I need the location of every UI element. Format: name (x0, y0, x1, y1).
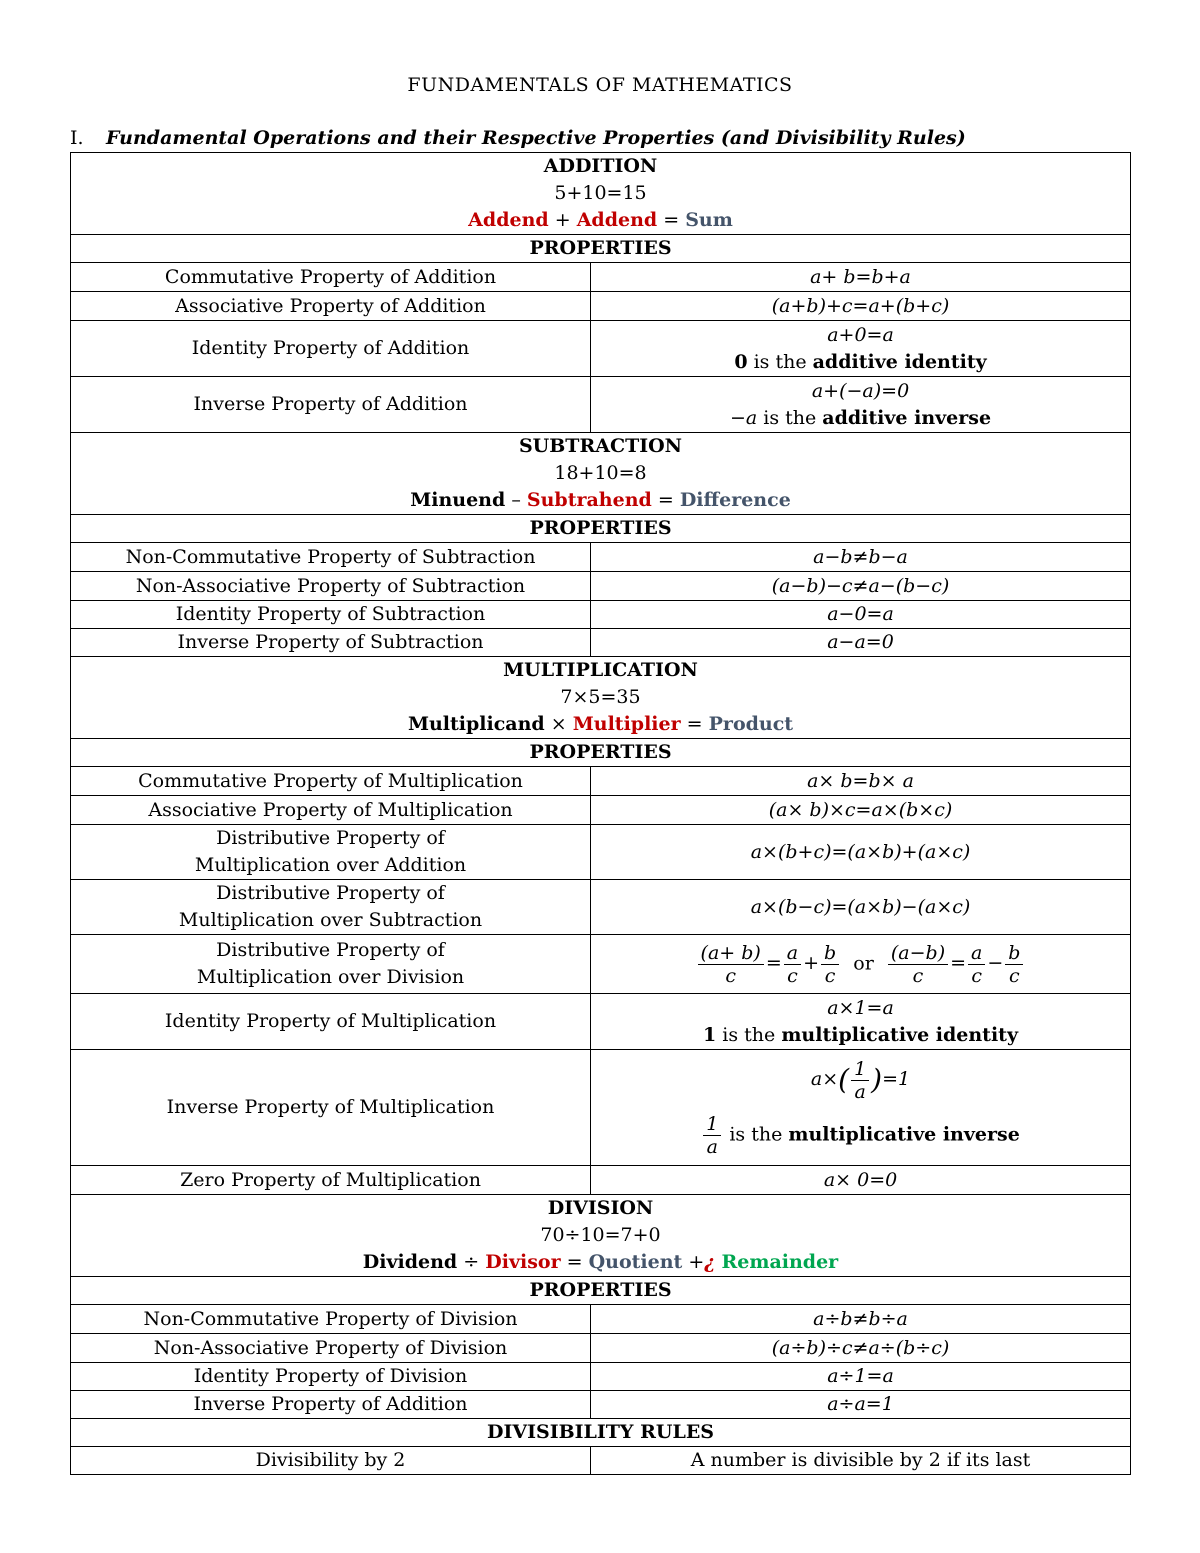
property-formula: a×1=a 1 is the multiplicative identity (591, 994, 1131, 1050)
property-name: Associative Property of Multiplication (71, 796, 591, 825)
property-formula: (a−b)−c≠a−(b−c) (591, 572, 1131, 601)
property-name: Distributive Property of Multiplication over Subtraction (71, 880, 591, 935)
division-heading: DIVISION (547, 1197, 654, 1219)
table-row (71, 767, 1131, 796)
subtraction-header-row (71, 433, 1131, 515)
property-formula: a× b=b× a (591, 767, 1131, 796)
property-name: Identity Property of Multiplication (71, 994, 591, 1050)
table-row (71, 935, 1131, 994)
addition-example: 5+10=15 (554, 182, 647, 204)
property-formula: a+0=a 0 is the additive identity (591, 321, 1131, 377)
property-formula: (a+b)+c=a+(b+c) (591, 292, 1131, 321)
section-text: Fundamental Operations and their Respective Properties (and Divisibility Rules) (106, 127, 966, 149)
division-example: 70÷10=7+0 (540, 1224, 661, 1246)
table-row (71, 796, 1131, 825)
division-properties-label: PROPERTIES (71, 1277, 1131, 1305)
property-formula: (a÷b)÷c≠a÷(b÷c) (591, 1334, 1131, 1363)
divisibility-heading: DIVISIBILITY RULES (71, 1419, 1131, 1447)
table-row (71, 1050, 1131, 1166)
table-row (71, 1363, 1131, 1391)
property-formula: a÷1=a (591, 1363, 1131, 1391)
property-name: Identity Property of Division (71, 1363, 591, 1391)
property-formula: a×( $\frac{1}{a}$ )=1 $\frac{1}{a}$ is the multiplicative inverse (591, 1050, 1131, 1166)
property-name: Commutative Property of Multiplication (71, 767, 591, 796)
operations-table (70, 152, 1131, 1475)
table-row (71, 543, 1131, 572)
property-formula: a+(−a)=0 −a is the additive inverse (591, 377, 1131, 433)
table-row (71, 321, 1131, 377)
section-number: I. (70, 127, 84, 149)
property-formula: (a× b)×c=a×(b×c) (591, 796, 1131, 825)
table-row (71, 1391, 1131, 1419)
property-name: Distributive Property of Multiplication over Division (71, 935, 591, 994)
multiplication-properties-label: PROPERTIES (71, 739, 1131, 767)
property-formula: a÷a=1 (591, 1391, 1131, 1419)
page-title: FUNDAMENTALS OF MATHEMATICS (407, 74, 793, 96)
property-formula: a× 0=0 (591, 1166, 1131, 1195)
property-name: Inverse Property of Addition (71, 1391, 591, 1419)
multiplication-heading: MULTIPLICATION (503, 659, 698, 681)
table-row (71, 572, 1131, 601)
rule-name: Divisibility by 2 (71, 1447, 591, 1475)
property-formula: a+ b=b+a (591, 263, 1131, 292)
subtraction-heading: SUBTRACTION (518, 435, 683, 457)
addition-header-row (71, 153, 1131, 235)
property-name: Inverse Property of Addition (71, 377, 591, 433)
property-formula-fractions: $\frac{(a+ b)}{c}$ = $\frac{a}{c}$ + $\frac{b}{c}$ or $\frac{(a-b)}{c}$ = $\frac{a}{c}$ − $\frac{b}{c}$ (591, 935, 1131, 994)
property-name: Non-Commutative Property of Division (71, 1305, 591, 1334)
addition-terms: Addend + Addend = Sum (468, 209, 733, 231)
subtraction-example: 18+10=8 (554, 462, 647, 484)
property-name: Non-Commutative Property of Subtraction (71, 543, 591, 572)
table-row (71, 1166, 1131, 1195)
property-name: Distributive Property of Multiplication over Addition (71, 825, 591, 880)
table-row (71, 377, 1131, 433)
division-terms: Dividend ÷ Divisor = Quotient +¿ Remainder (362, 1251, 839, 1273)
table-row (71, 263, 1131, 292)
property-formula: a×(b−c)=(a×b)−(a×c) (591, 880, 1131, 935)
table-row (71, 1334, 1131, 1363)
table-row (71, 994, 1131, 1050)
section-heading (70, 127, 966, 149)
property-formula: a×(b+c)=(a×b)+(a×c) (591, 825, 1131, 880)
property-name: Zero Property of Multiplication (71, 1166, 591, 1195)
table-row (71, 601, 1131, 629)
table-row (71, 1305, 1131, 1334)
table-row (71, 825, 1131, 880)
addition-heading: ADDITION (543, 155, 658, 177)
property-name: Identity Property of Subtraction (71, 601, 591, 629)
multiplication-header-row (71, 657, 1131, 739)
table-row (71, 629, 1131, 657)
or-word: or (853, 952, 874, 974)
property-name: Non-Associative Property of Division (71, 1334, 591, 1363)
property-name: Identity Property of Addition (71, 321, 591, 377)
property-formula: a÷b≠b÷a (591, 1305, 1131, 1334)
property-formula: a−b≠b−a (591, 543, 1131, 572)
property-formula: a−a=0 (591, 629, 1131, 657)
multiplication-terms: Multiplicand × Multiplier = Product (407, 713, 794, 735)
table-row (71, 880, 1131, 935)
rule-text: A number is divisible by 2 if its last (591, 1447, 1131, 1475)
property-name: Non-Associative Property of Subtraction (71, 572, 591, 601)
division-header-row (71, 1195, 1131, 1277)
subtraction-properties-label: PROPERTIES (71, 515, 1131, 543)
subtraction-terms: Minuend – Subtrahend = Difference (410, 489, 791, 511)
multiplication-example: 7×5=35 (560, 686, 641, 708)
property-name: Inverse Property of Subtraction (71, 629, 591, 657)
table-row (71, 1447, 1131, 1475)
property-formula: a−0=a (591, 601, 1131, 629)
property-name: Associative Property of Addition (71, 292, 591, 321)
property-name: Inverse Property of Multiplication (71, 1050, 591, 1166)
property-name: Commutative Property of Addition (71, 263, 591, 292)
addition-properties-label: PROPERTIES (71, 235, 1131, 263)
table-row (71, 292, 1131, 321)
